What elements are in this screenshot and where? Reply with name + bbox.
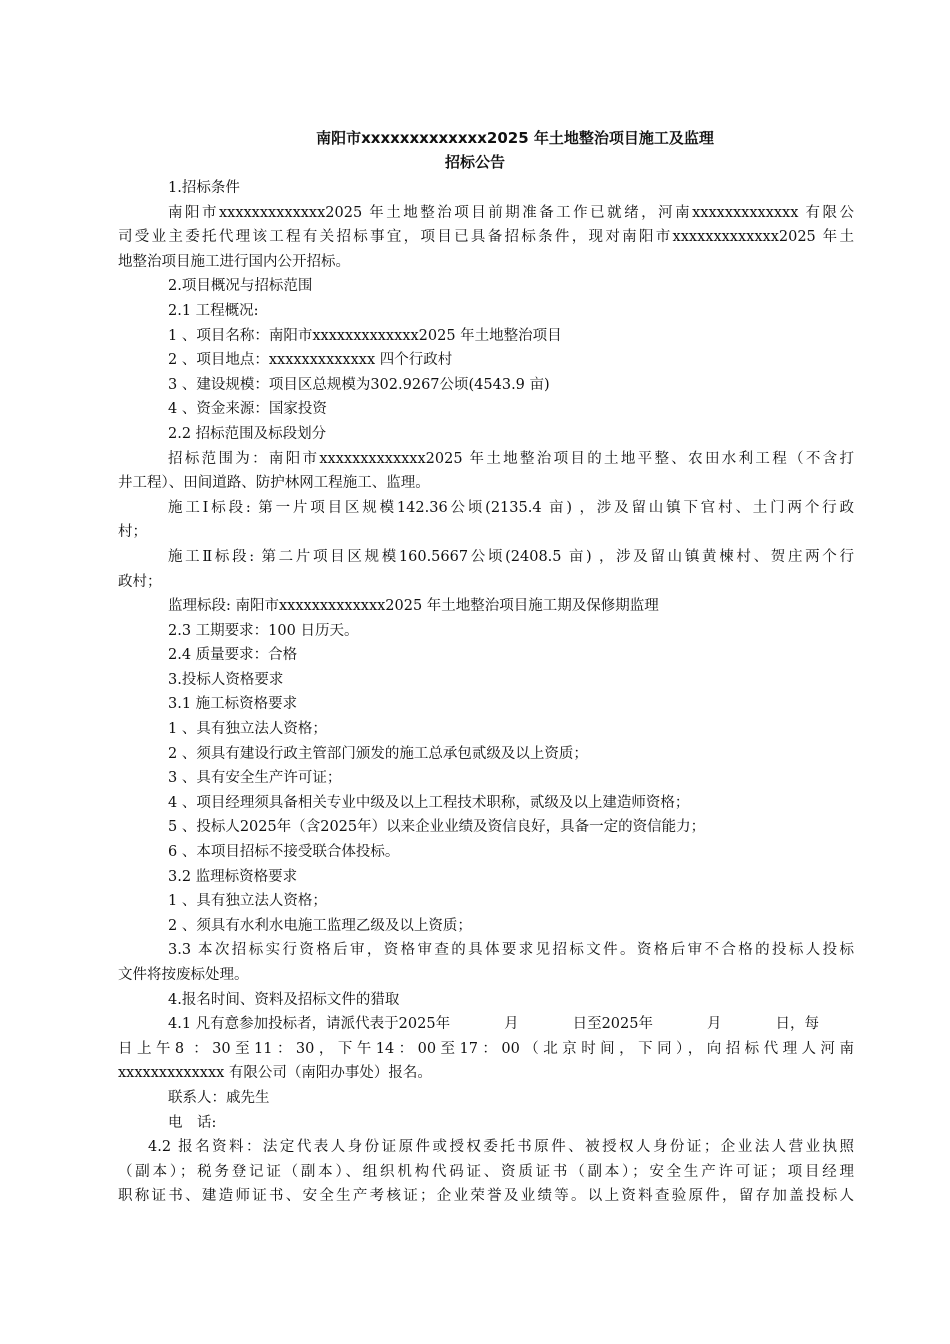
document-subtitle: 招标公告	[444, 153, 505, 171]
subsection-heading: 2.4 质量要求：合格	[168, 647, 298, 664]
date-text: 日至2025年	[572, 1016, 653, 1033]
paragraph-line: 施工Ⅰ标段: 第一片项目区规模142.36公顷(2135.4 亩) ，涉及留山镇下官村、土门两个行政	[168, 499, 854, 516]
paragraph-line: （副本）；税务登记证（副本）、组织机构代码证、资质证书（副本）；安全生产许可证；项目经理	[118, 1163, 854, 1180]
subsection-heading: 2.3 工期要求：100 日历天。	[168, 622, 359, 639]
paragraph-line: 村；	[118, 524, 147, 541]
paragraph-line: xxxxxxxxxxxxx 有限公司（南阳办事处）报名。	[118, 1065, 432, 1082]
list-item: 2 、须具有建设行政主管部门颁发的施工总承包贰级及以上资质；	[168, 745, 588, 762]
list-item: 1 、具有独立法人资格；	[168, 721, 327, 738]
list-item: 4 、资金来源：国家投资	[168, 401, 327, 418]
document-body	[118, 176, 854, 1209]
list-item: 2 、须具有水利水电施工监理乙级及以上资质；	[168, 917, 472, 934]
list-item: 5 、投标人2025年（含2025年）以来企业业绩及资信良好，具备一定的资信能力；	[168, 819, 706, 836]
date-text: 月	[504, 1016, 519, 1033]
subsection-heading: 3.2 监理标资格要求	[168, 868, 298, 885]
list-item: 4 、项目经理须具备相关专业中级及以上工程技术职称，贰级及以上建造师资格；	[168, 794, 690, 811]
section-heading: 2.项目概况与招标范围	[168, 278, 313, 295]
paragraph-line: 司受业主委托代理该工程有关招标事宜，项目已具备招标条件，现对南阳市xxxxxxxxxxxxx2025 年土	[118, 229, 854, 246]
paragraph-line: 职称证书、建造师证书、安全生产考核证；企业荣誉及业绩等。以上资料查验原件，留存加盖投标人	[118, 1188, 854, 1205]
list-item: 1 、具有独立法人资格；	[168, 893, 327, 910]
paragraph-line: 日上午8 ：30至11：30，下午14：00至17：00（北京时间，下同），向招标代理人河南	[118, 1040, 854, 1057]
paragraph-line: 监理标段: 南阳市xxxxxxxxxxxxx2025 年土地整治项目施工期及保修期监理	[168, 598, 659, 615]
date-text: 日，每	[775, 1016, 819, 1033]
section-heading: 1.招标条件	[168, 180, 240, 196]
contact-person: 联系人：戚先生	[168, 1089, 270, 1106]
paragraph-line: 施工Ⅱ标段: 第二片项目区规模160.5667公顷(2408.5 亩) ，涉及留山镇黄楝村、贺庄两个行	[168, 548, 854, 565]
list-item: 3 、建设规模：项目区总规模为302.9267公顷(4543.9 亩)	[168, 376, 550, 393]
list-item: 3 、具有安全生产许可证；	[168, 770, 342, 787]
date-text: 4.1 凡有意参加投标者，请派代表于2025年	[168, 1016, 451, 1033]
paragraph-line	[118, 1012, 854, 1037]
subsection-heading: 2.1 工程概况:	[168, 302, 259, 319]
paragraph-line: 3.3 本次招标实行资格后审，资格审查的具体要求见招标文件。资格后审不合格的投标人投标	[168, 942, 854, 959]
list-item: 1 、项目名称：南阳市xxxxxxxxxxxxx2025 年土地整治项目	[168, 327, 562, 344]
list-item: 2 、项目地点：xxxxxxxxxxxxx 四个行政村	[168, 352, 453, 369]
paragraph-line: 南阳市xxxxxxxxxxxxx2025 年土地整治项目前期准备工作已就绪，河南xxxxxxxxxxxxx 有限公	[168, 204, 854, 221]
subsection-heading: 2.2 招标范围及标段划分	[168, 425, 327, 442]
subsection-heading: 3.1 施工标资格要求	[168, 696, 298, 713]
paragraph-line: 政村；	[118, 573, 162, 590]
paragraph-line: 4.2 报名资料：法定代表人身份证原件或授权委托书原件、被授权人身份证；企业法人营业执照	[148, 1139, 854, 1156]
date-text: 月	[706, 1016, 722, 1033]
paragraph-line: 招标范围为：南阳市xxxxxxxxxxxxx2025 年土地整治项目的土地平整、农田水利工程（不含打	[168, 450, 854, 467]
paragraph-line: 地整治项目施工进行国内公开招标。	[118, 253, 350, 270]
section-heading: 3.投标人资格要求	[168, 671, 284, 688]
section-heading: 4.报名时间、资料及招标文件的猎取	[168, 991, 400, 1008]
paragraph-line: 井工程）、田间道路、防护林网工程施工、监理。	[118, 475, 430, 492]
document-title: 南阳市xxxxxxxxxxxxx2025 年土地整治项目施工及监理	[316, 129, 714, 147]
contact-phone: 电 话:	[168, 1114, 217, 1131]
list-item: 6 、本项目招标不接受联合体投标。	[168, 844, 400, 861]
paragraph-line: 文件将按废标处理。	[118, 967, 249, 983]
